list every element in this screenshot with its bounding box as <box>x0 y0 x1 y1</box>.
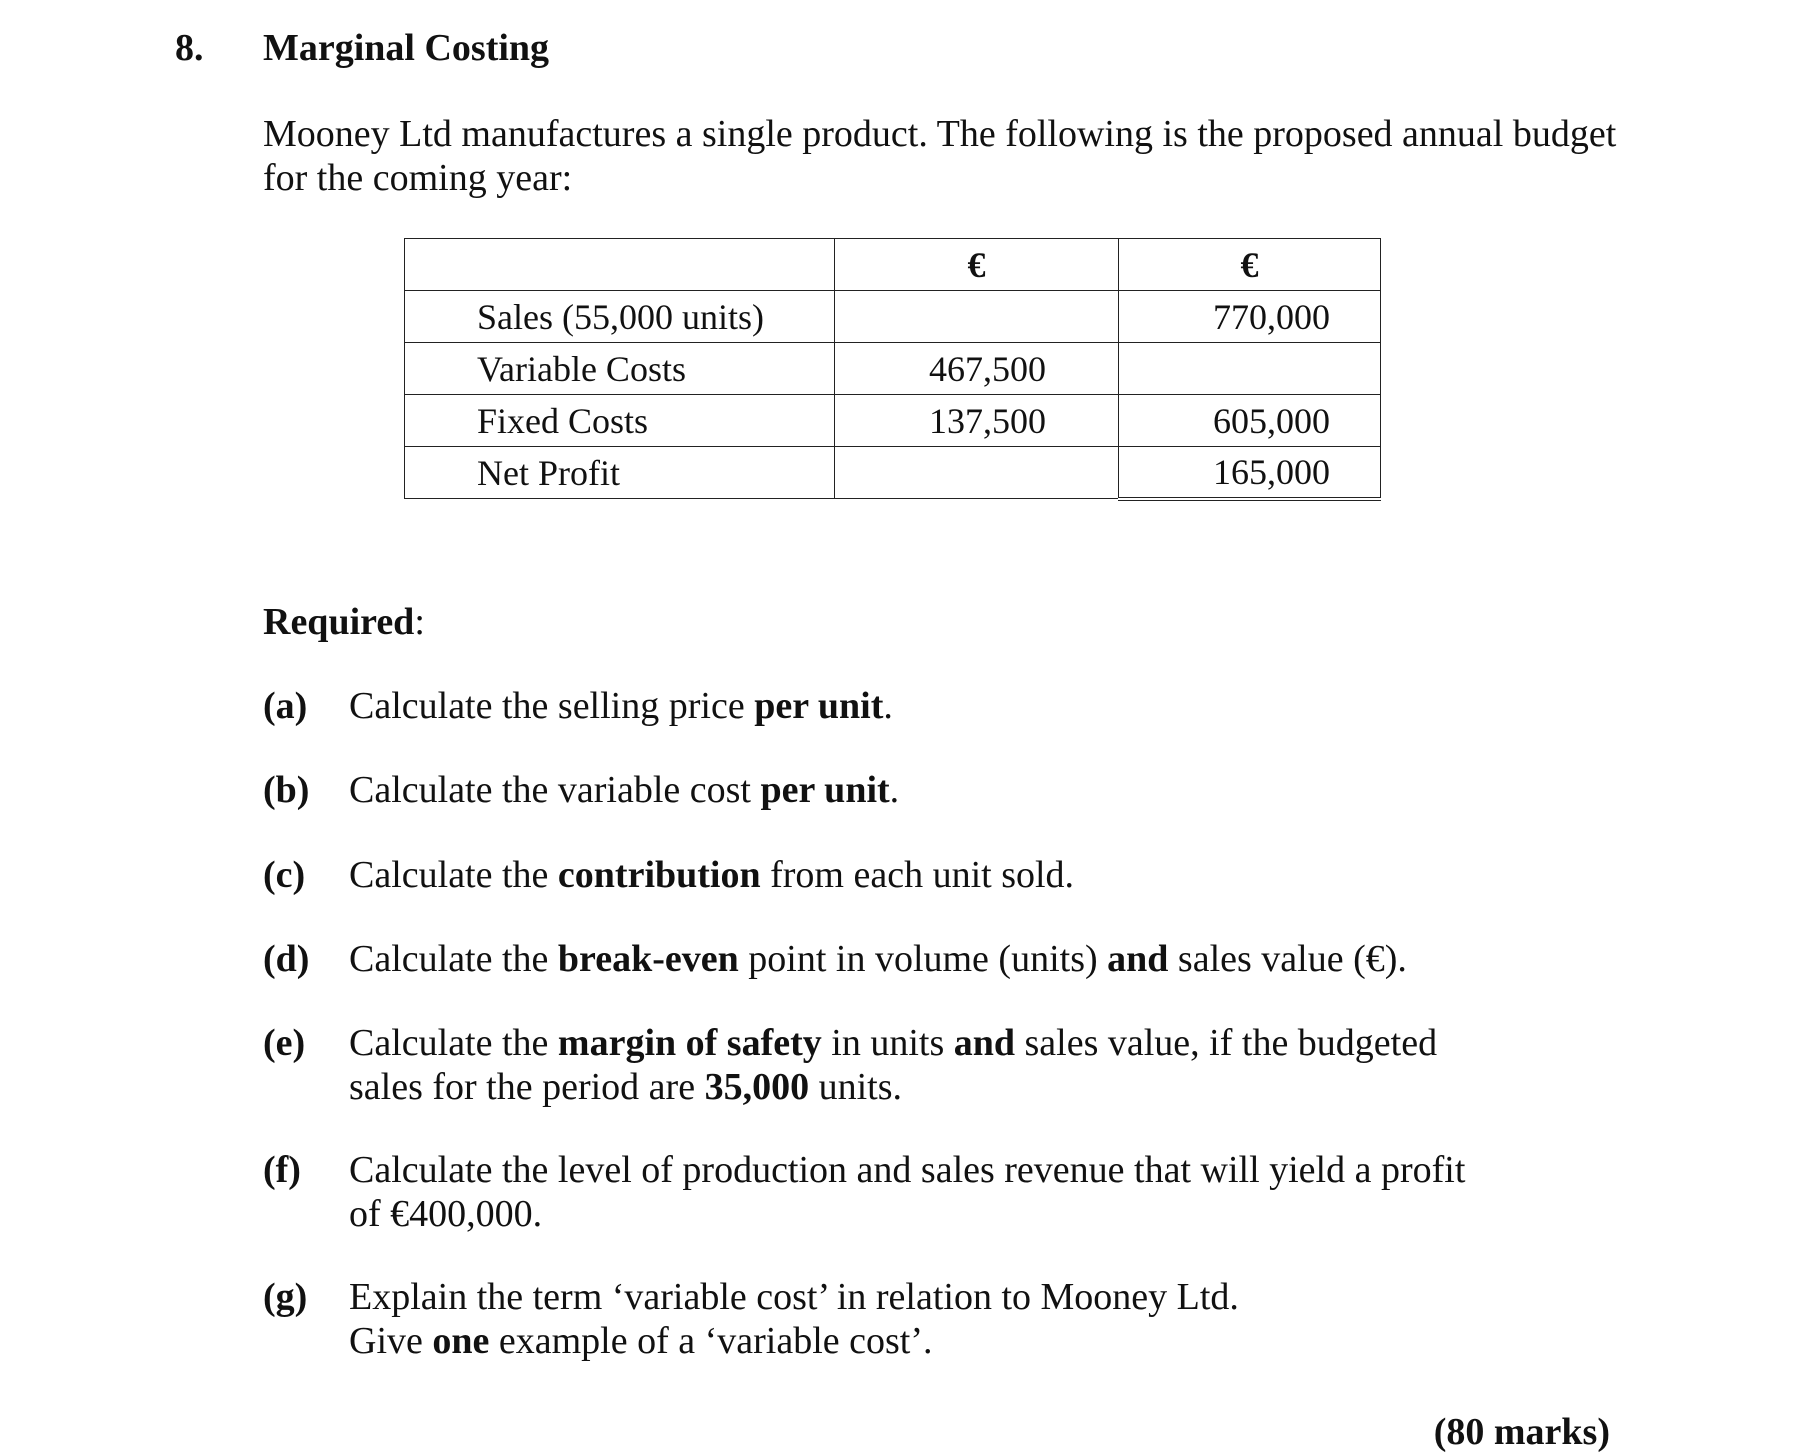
row-label: Sales (55,000 units) <box>405 291 835 343</box>
question-number: 8. <box>175 27 204 69</box>
table-row-total <box>405 447 1381 499</box>
row-label: Net Profit <box>405 447 835 499</box>
row-value-col2 <box>1119 343 1381 395</box>
part-label: (g) <box>263 1276 308 1318</box>
table-row <box>405 343 1381 395</box>
row-value-col2: 605,000 <box>1119 395 1381 447</box>
header-cell-blank <box>405 239 835 291</box>
part-text: Calculate the margin of safety in units and sales value, if the budgeted sales for the period are 35,000 units. <box>349 1022 1438 1108</box>
part-label: (f) <box>263 1149 301 1191</box>
part-text: Calculate the level of production and sales revenue that will yield a profit of €400,000. <box>349 1149 1466 1235</box>
part-text: Calculate the selling price per unit. <box>349 685 893 727</box>
budget-table <box>404 238 1381 501</box>
row-label: Variable Costs <box>405 343 835 395</box>
part-label: (c) <box>263 854 306 896</box>
question-title: Marginal Costing <box>263 27 550 69</box>
part-text: Explain the term ‘variable cost’ in relation to Mooney Ltd. Give one example of a ‘variable cost’. <box>349 1276 1239 1362</box>
total-marks: (80 marks) <box>1433 1411 1610 1453</box>
table-row <box>405 395 1381 447</box>
part-label: (a) <box>263 685 308 727</box>
row-value-col1: 467,500 <box>835 343 1119 395</box>
row-value-col1 <box>835 291 1119 343</box>
row-value-col2: 770,000 <box>1119 291 1381 343</box>
part-text: Calculate the contribution from each unit sold. <box>349 854 1075 896</box>
part-label: (d) <box>263 938 310 980</box>
row-value-col1: 137,500 <box>835 395 1119 447</box>
part-text: Calculate the variable cost per unit. <box>349 769 900 811</box>
row-value-col1 <box>835 447 1119 499</box>
row-value-col2: 165,000 <box>1119 447 1381 499</box>
required-heading <box>263 600 425 644</box>
required-label: Required <box>263 601 415 643</box>
part-label: (b) <box>263 769 310 811</box>
header-cell-euro-2: € <box>1119 239 1381 291</box>
header-cell-euro-1: € <box>835 239 1119 291</box>
row-label: Fixed Costs <box>405 395 835 447</box>
part-text: Calculate the break-even point in volume (units) and sales value (€). <box>349 938 1407 980</box>
table-row <box>405 291 1381 343</box>
part-label: (e) <box>263 1022 306 1064</box>
table-header-row <box>405 239 1381 291</box>
required-colon: : <box>414 601 425 643</box>
intro-paragraph: Mooney Ltd manufactures a single product. The following is the proposed annual budget for the coming year: <box>263 113 1617 199</box>
